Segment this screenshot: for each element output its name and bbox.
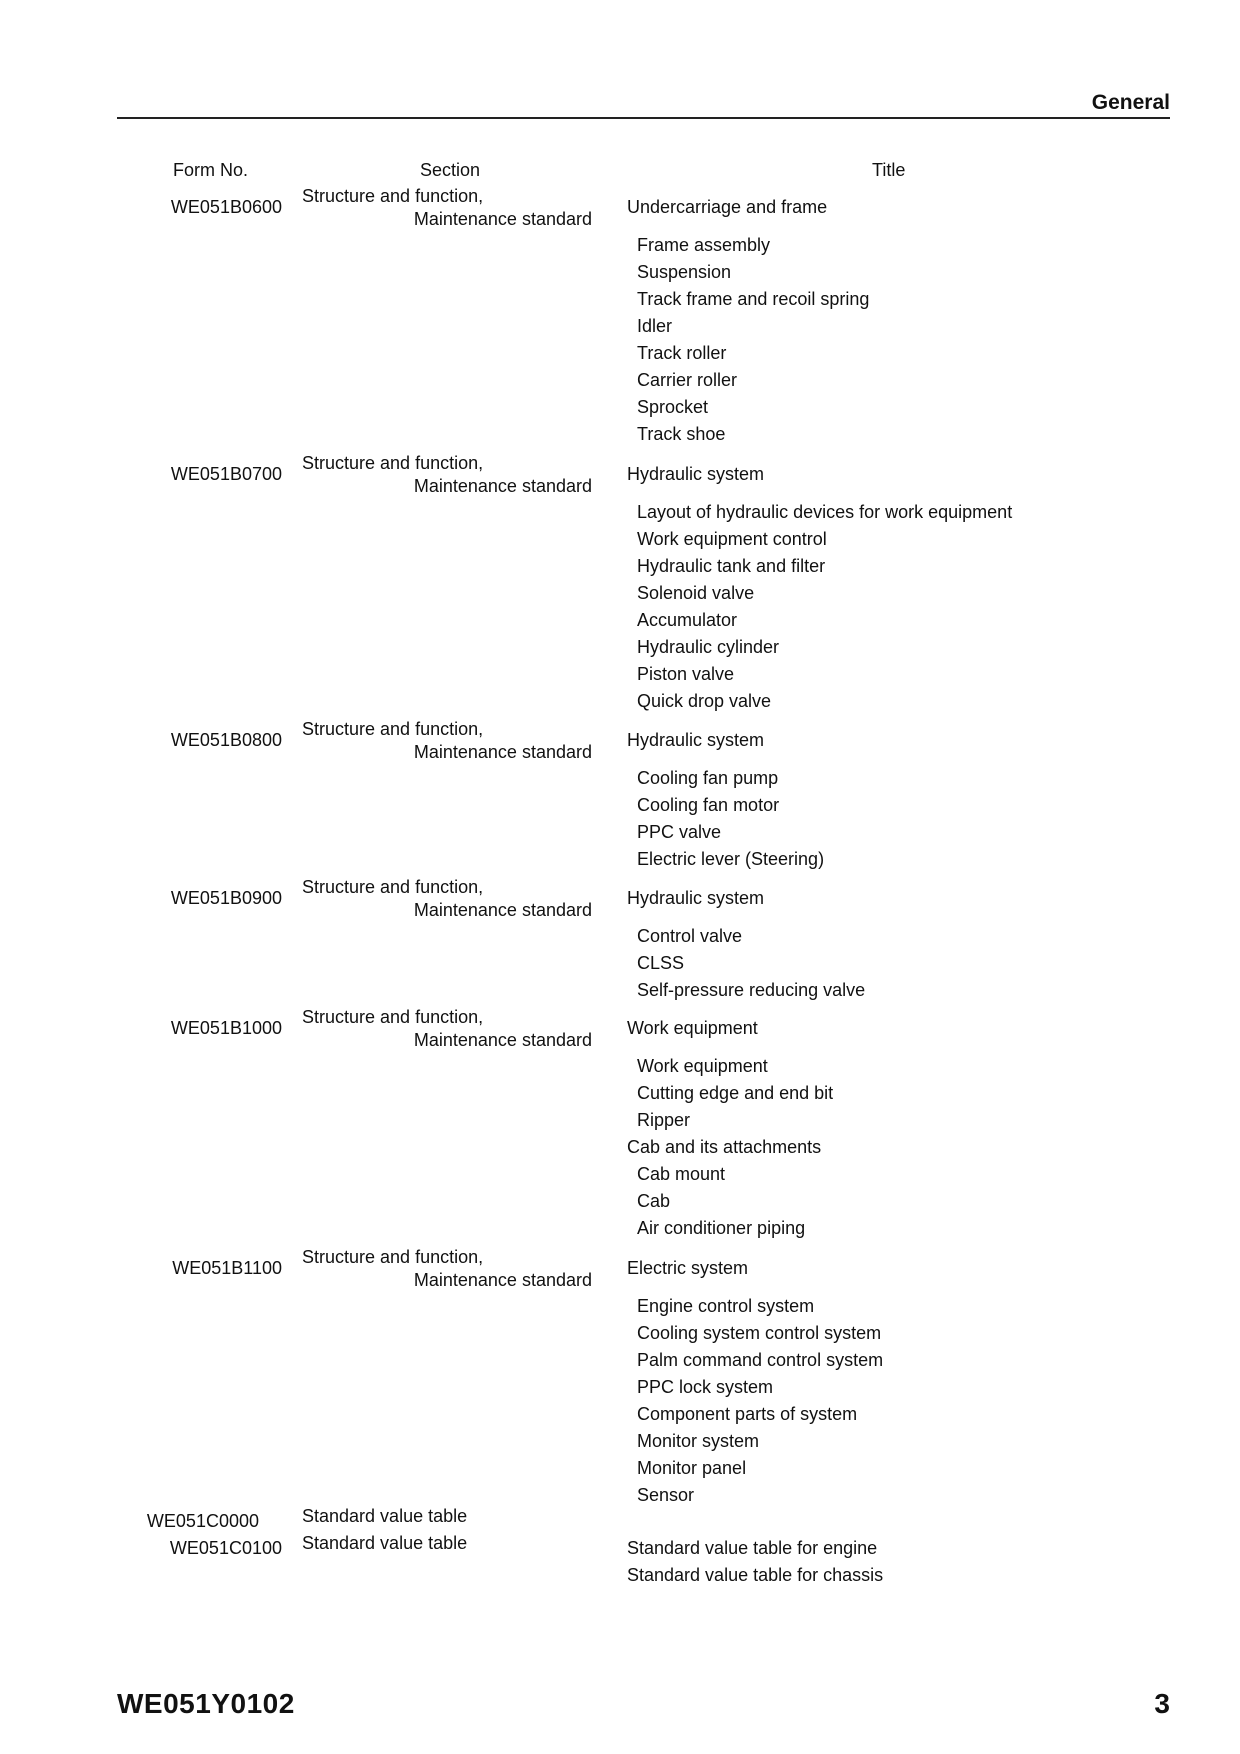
section-label: Standard value table xyxy=(302,1506,468,1526)
title-heading: Electric system xyxy=(627,1258,749,1278)
title-item: Cab xyxy=(637,1191,671,1211)
title-item: Suspension xyxy=(637,262,732,282)
section-label: Structure and function, xyxy=(302,719,484,739)
title-heading: Hydraulic system xyxy=(627,464,765,484)
title-heading: Hydraulic system xyxy=(627,888,765,908)
section-label: Structure and function, xyxy=(302,453,484,473)
title-item: Accumulator xyxy=(637,610,738,630)
section-label-line2: Maintenance standard xyxy=(413,900,592,920)
footer-form-code: WE051Y0102 xyxy=(117,1688,295,1719)
section-label: Standard value table xyxy=(302,1533,468,1553)
title-item: Air conditioner piping xyxy=(637,1218,806,1238)
title-item: Ripper xyxy=(637,1110,691,1130)
title-item: Cooling fan motor xyxy=(637,795,780,815)
title-item: Work equipment control xyxy=(637,529,827,549)
title-item: Track roller xyxy=(637,343,727,363)
title-heading: Hydraulic system xyxy=(627,730,765,750)
form-number: WE051B0600 xyxy=(170,197,282,217)
title-item: Hydraulic tank and filter xyxy=(637,556,826,576)
column-header-title: Title xyxy=(872,160,906,180)
title-item: Cutting edge and end bit xyxy=(637,1083,834,1103)
title-item: Track shoe xyxy=(637,424,726,444)
title-heading: Cab and its attachments xyxy=(627,1137,822,1157)
title-item: Component parts of system xyxy=(637,1404,858,1424)
section-label-line2: Maintenance standard xyxy=(413,476,592,496)
form-number: WE051B0900 xyxy=(170,888,282,908)
header-title: General xyxy=(1091,91,1170,114)
column-header-form-no: Form No. xyxy=(173,160,249,180)
form-number: WE051B1100 xyxy=(172,1258,282,1278)
form-number: WE051C0000 xyxy=(146,1511,259,1531)
title-item: CLSS xyxy=(637,953,685,973)
title-item: Solenoid valve xyxy=(637,583,755,603)
header-rule xyxy=(117,117,1170,119)
title-item: Cooling system control system xyxy=(637,1323,882,1343)
title-item: PPC valve xyxy=(637,822,722,842)
form-number: WE051B0800 xyxy=(170,730,282,750)
section-label: Structure and function, xyxy=(302,1007,484,1027)
title-item: Monitor system xyxy=(637,1431,760,1451)
title-item: Engine control system xyxy=(637,1296,815,1316)
title-item: Carrier roller xyxy=(637,370,738,390)
title-item: Track frame and recoil spring xyxy=(637,289,870,309)
title-heading: Undercarriage and frame xyxy=(627,197,828,217)
section-label: Structure and function, xyxy=(302,186,484,206)
section-label: Structure and function, xyxy=(302,877,484,897)
title-item: Self-pressure reducing valve xyxy=(637,980,866,1000)
section-label-line2: Maintenance standard xyxy=(413,209,592,229)
title-item: Hydraulic cylinder xyxy=(637,637,780,657)
title-heading: Work equipment xyxy=(627,1018,758,1038)
form-number: WE051B1000 xyxy=(170,1018,282,1038)
title-item: Idler xyxy=(637,316,673,336)
title-item: Cab mount xyxy=(637,1164,726,1184)
section-label-line2: Maintenance standard xyxy=(413,1270,592,1290)
title-item: Cooling fan pump xyxy=(637,768,779,788)
title-item: Piston valve xyxy=(637,664,735,684)
title-item: Standard value table for chassis xyxy=(627,1565,884,1585)
title-heading: Standard value table for engine xyxy=(627,1538,878,1558)
footer-page-number: 3 xyxy=(1154,1688,1170,1719)
section-label-line2: Maintenance standard xyxy=(413,1030,592,1050)
form-number: WE051C0100 xyxy=(169,1538,282,1558)
title-item: Monitor panel xyxy=(637,1458,747,1478)
title-item: Sensor xyxy=(637,1485,695,1505)
section-label-line2: Maintenance standard xyxy=(413,742,592,762)
title-item: Electric lever (Steering) xyxy=(637,849,825,869)
section-label: Structure and function, xyxy=(302,1247,484,1267)
title-item: Sprocket xyxy=(637,397,709,417)
column-header-section: Section xyxy=(420,160,481,180)
title-item: Work equipment xyxy=(637,1056,768,1076)
title-item: Quick drop valve xyxy=(637,691,772,711)
title-item: Palm command control system xyxy=(637,1350,884,1370)
title-item: Control valve xyxy=(637,926,743,946)
form-number: WE051B0700 xyxy=(170,464,282,484)
title-item: Frame assembly xyxy=(637,235,771,255)
title-item: PPC lock system xyxy=(637,1377,774,1397)
title-item: Layout of hydraulic devices for work equipment xyxy=(637,502,1013,522)
